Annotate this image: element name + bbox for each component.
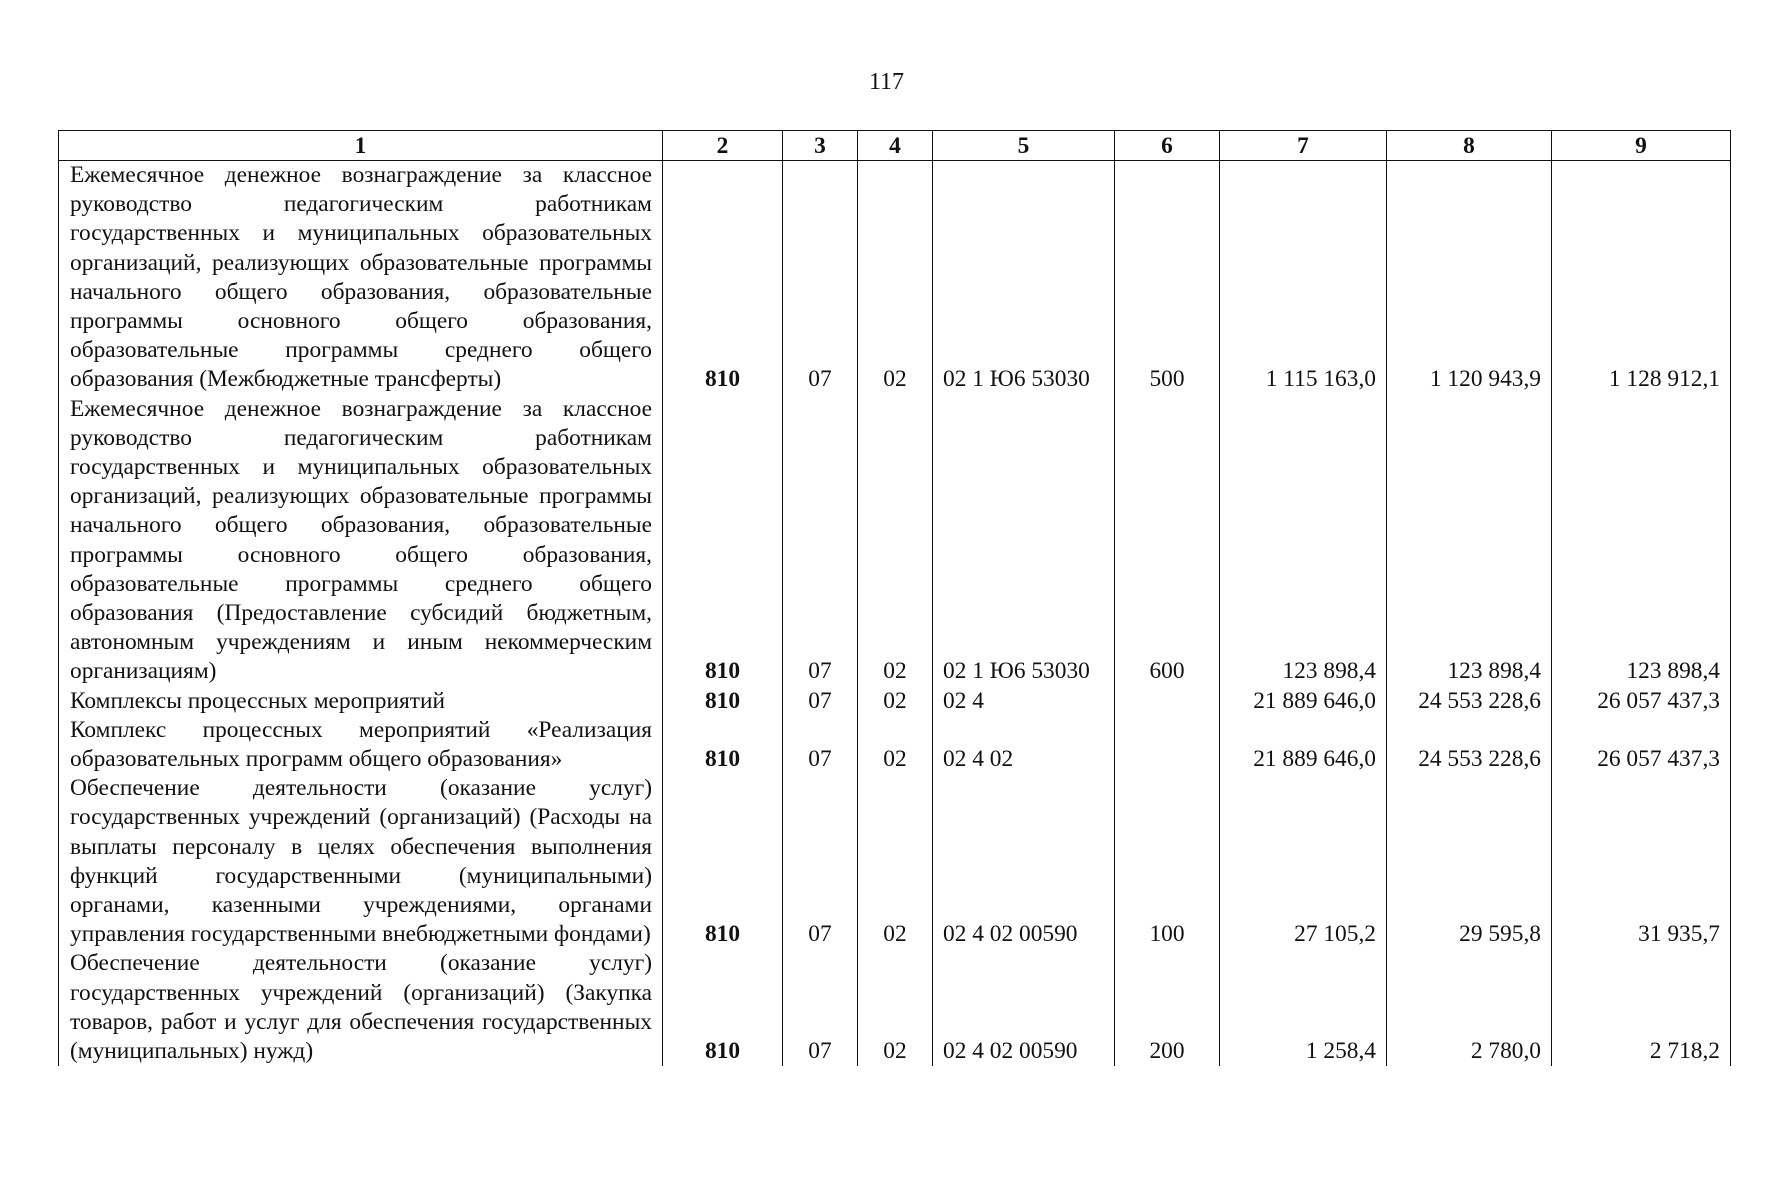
row-name: Обеспечение деятельности (оказание услуг) государственных учреждений (организаций) (Расходы на выплаты персоналу в целях обеспечения выполнения функций государственными (муниципальными) органами, казенными учреждениями, органами управления государственными внебюджетными фондами) <box>59 774 663 949</box>
ministry-code: 810 <box>663 395 783 687</box>
subsection-code: 02 <box>858 774 933 949</box>
page-number: 117 <box>868 69 905 95</box>
amount-col-8: 24 553 228,6 <box>1387 716 1552 774</box>
header-col-5: 5 <box>933 131 1115 161</box>
section-code: 07 <box>783 161 858 395</box>
row-name: Комплекс процессных мероприятий «Реализация образовательных программ общего образования» <box>59 716 663 774</box>
row-name: Комплексы процессных мероприятий <box>59 687 663 716</box>
expense-type: 200 <box>1115 949 1220 1066</box>
amount-col-7: 21 889 646,0 <box>1220 716 1387 774</box>
subsection-code: 02 <box>858 161 933 395</box>
ministry-code: 810 <box>663 687 783 716</box>
subsection-code: 02 <box>858 687 933 716</box>
table-row <box>59 774 1731 949</box>
row-name: Обеспечение деятельности (оказание услуг) государственных учреждений (организаций) (Закупка товаров, работ и услуг для обеспечения государственных (муниципальных) нужд) <box>59 949 663 1066</box>
row-name: Ежемесячное денежное вознаграждение за классное руководство педагогическим работникам государственных и муниципальных образовательных организаций, реализующих образовательные программы начального общего образования, образовательные программы основного общего образования, образовательные программы среднего общего образования (Предоставление субсидий бюджетным, автономным учреждениям и иным некоммерческим организациям) <box>59 395 663 687</box>
header-col-1: 1 <box>59 131 663 161</box>
budget-table <box>58 130 1731 1066</box>
amount-col-9: 1 128 912,1 <box>1552 161 1731 395</box>
header-col-2: 2 <box>663 131 783 161</box>
expense-type: 100 <box>1115 774 1220 949</box>
header-col-8: 8 <box>1387 131 1552 161</box>
subsection-code: 02 <box>858 949 933 1066</box>
amount-col-8: 29 595,8 <box>1387 774 1552 949</box>
section-code: 07 <box>783 395 858 687</box>
amount-col-9: 123 898,4 <box>1552 395 1731 687</box>
expense-type: 500 <box>1115 161 1220 395</box>
target-article: 02 4 02 00590 <box>933 774 1115 949</box>
header-col-6: 6 <box>1115 131 1220 161</box>
target-article: 02 1 Ю6 53030 <box>933 161 1115 395</box>
amount-col-9: 2 718,2 <box>1552 949 1731 1066</box>
table-row <box>59 949 1731 1066</box>
amount-col-9: 26 057 437,3 <box>1552 716 1731 774</box>
section-code: 07 <box>783 716 858 774</box>
ministry-code: 810 <box>663 716 783 774</box>
expense-type: 600 <box>1115 395 1220 687</box>
amount-col-7: 123 898,4 <box>1220 395 1387 687</box>
amount-col-9: 26 057 437,3 <box>1552 687 1731 716</box>
table-row <box>59 687 1731 716</box>
amount-col-8: 2 780,0 <box>1387 949 1552 1066</box>
table-row <box>59 395 1731 687</box>
target-article: 02 4 <box>933 687 1115 716</box>
target-article: 02 4 02 00590 <box>933 949 1115 1066</box>
amount-col-7: 21 889 646,0 <box>1220 687 1387 716</box>
section-code: 07 <box>783 949 858 1066</box>
subsection-code: 02 <box>858 716 933 774</box>
amount-col-8: 1 120 943,9 <box>1387 161 1552 395</box>
ministry-code: 810 <box>663 774 783 949</box>
section-code: 07 <box>783 774 858 949</box>
expense-type <box>1115 716 1220 774</box>
header-col-4: 4 <box>858 131 933 161</box>
table-row <box>59 161 1731 395</box>
amount-col-9: 31 935,7 <box>1552 774 1731 949</box>
header-row <box>59 131 1731 161</box>
amount-col-7: 27 105,2 <box>1220 774 1387 949</box>
header-col-3: 3 <box>783 131 858 161</box>
subsection-code: 02 <box>858 395 933 687</box>
target-article: 02 1 Ю6 53030 <box>933 395 1115 687</box>
header-col-7: 7 <box>1220 131 1387 161</box>
expense-type <box>1115 687 1220 716</box>
target-article: 02 4 02 <box>933 716 1115 774</box>
ministry-code: 810 <box>663 161 783 395</box>
amount-col-8: 24 553 228,6 <box>1387 687 1552 716</box>
amount-col-7: 1 115 163,0 <box>1220 161 1387 395</box>
header-col-9: 9 <box>1552 131 1731 161</box>
amount-col-8: 123 898,4 <box>1387 395 1552 687</box>
row-name: Ежемесячное денежное вознаграждение за классное руководство педагогическим работникам государственных и муниципальных образовательных организаций, реализующих образовательные программы начального общего образования, образовательные программы основного общего образования, образовательные программы среднего общего образования (Межбюджетные трансферты) <box>59 161 663 395</box>
section-code: 07 <box>783 687 858 716</box>
table-row <box>59 716 1731 774</box>
ministry-code: 810 <box>663 949 783 1066</box>
amount-col-7: 1 258,4 <box>1220 949 1387 1066</box>
